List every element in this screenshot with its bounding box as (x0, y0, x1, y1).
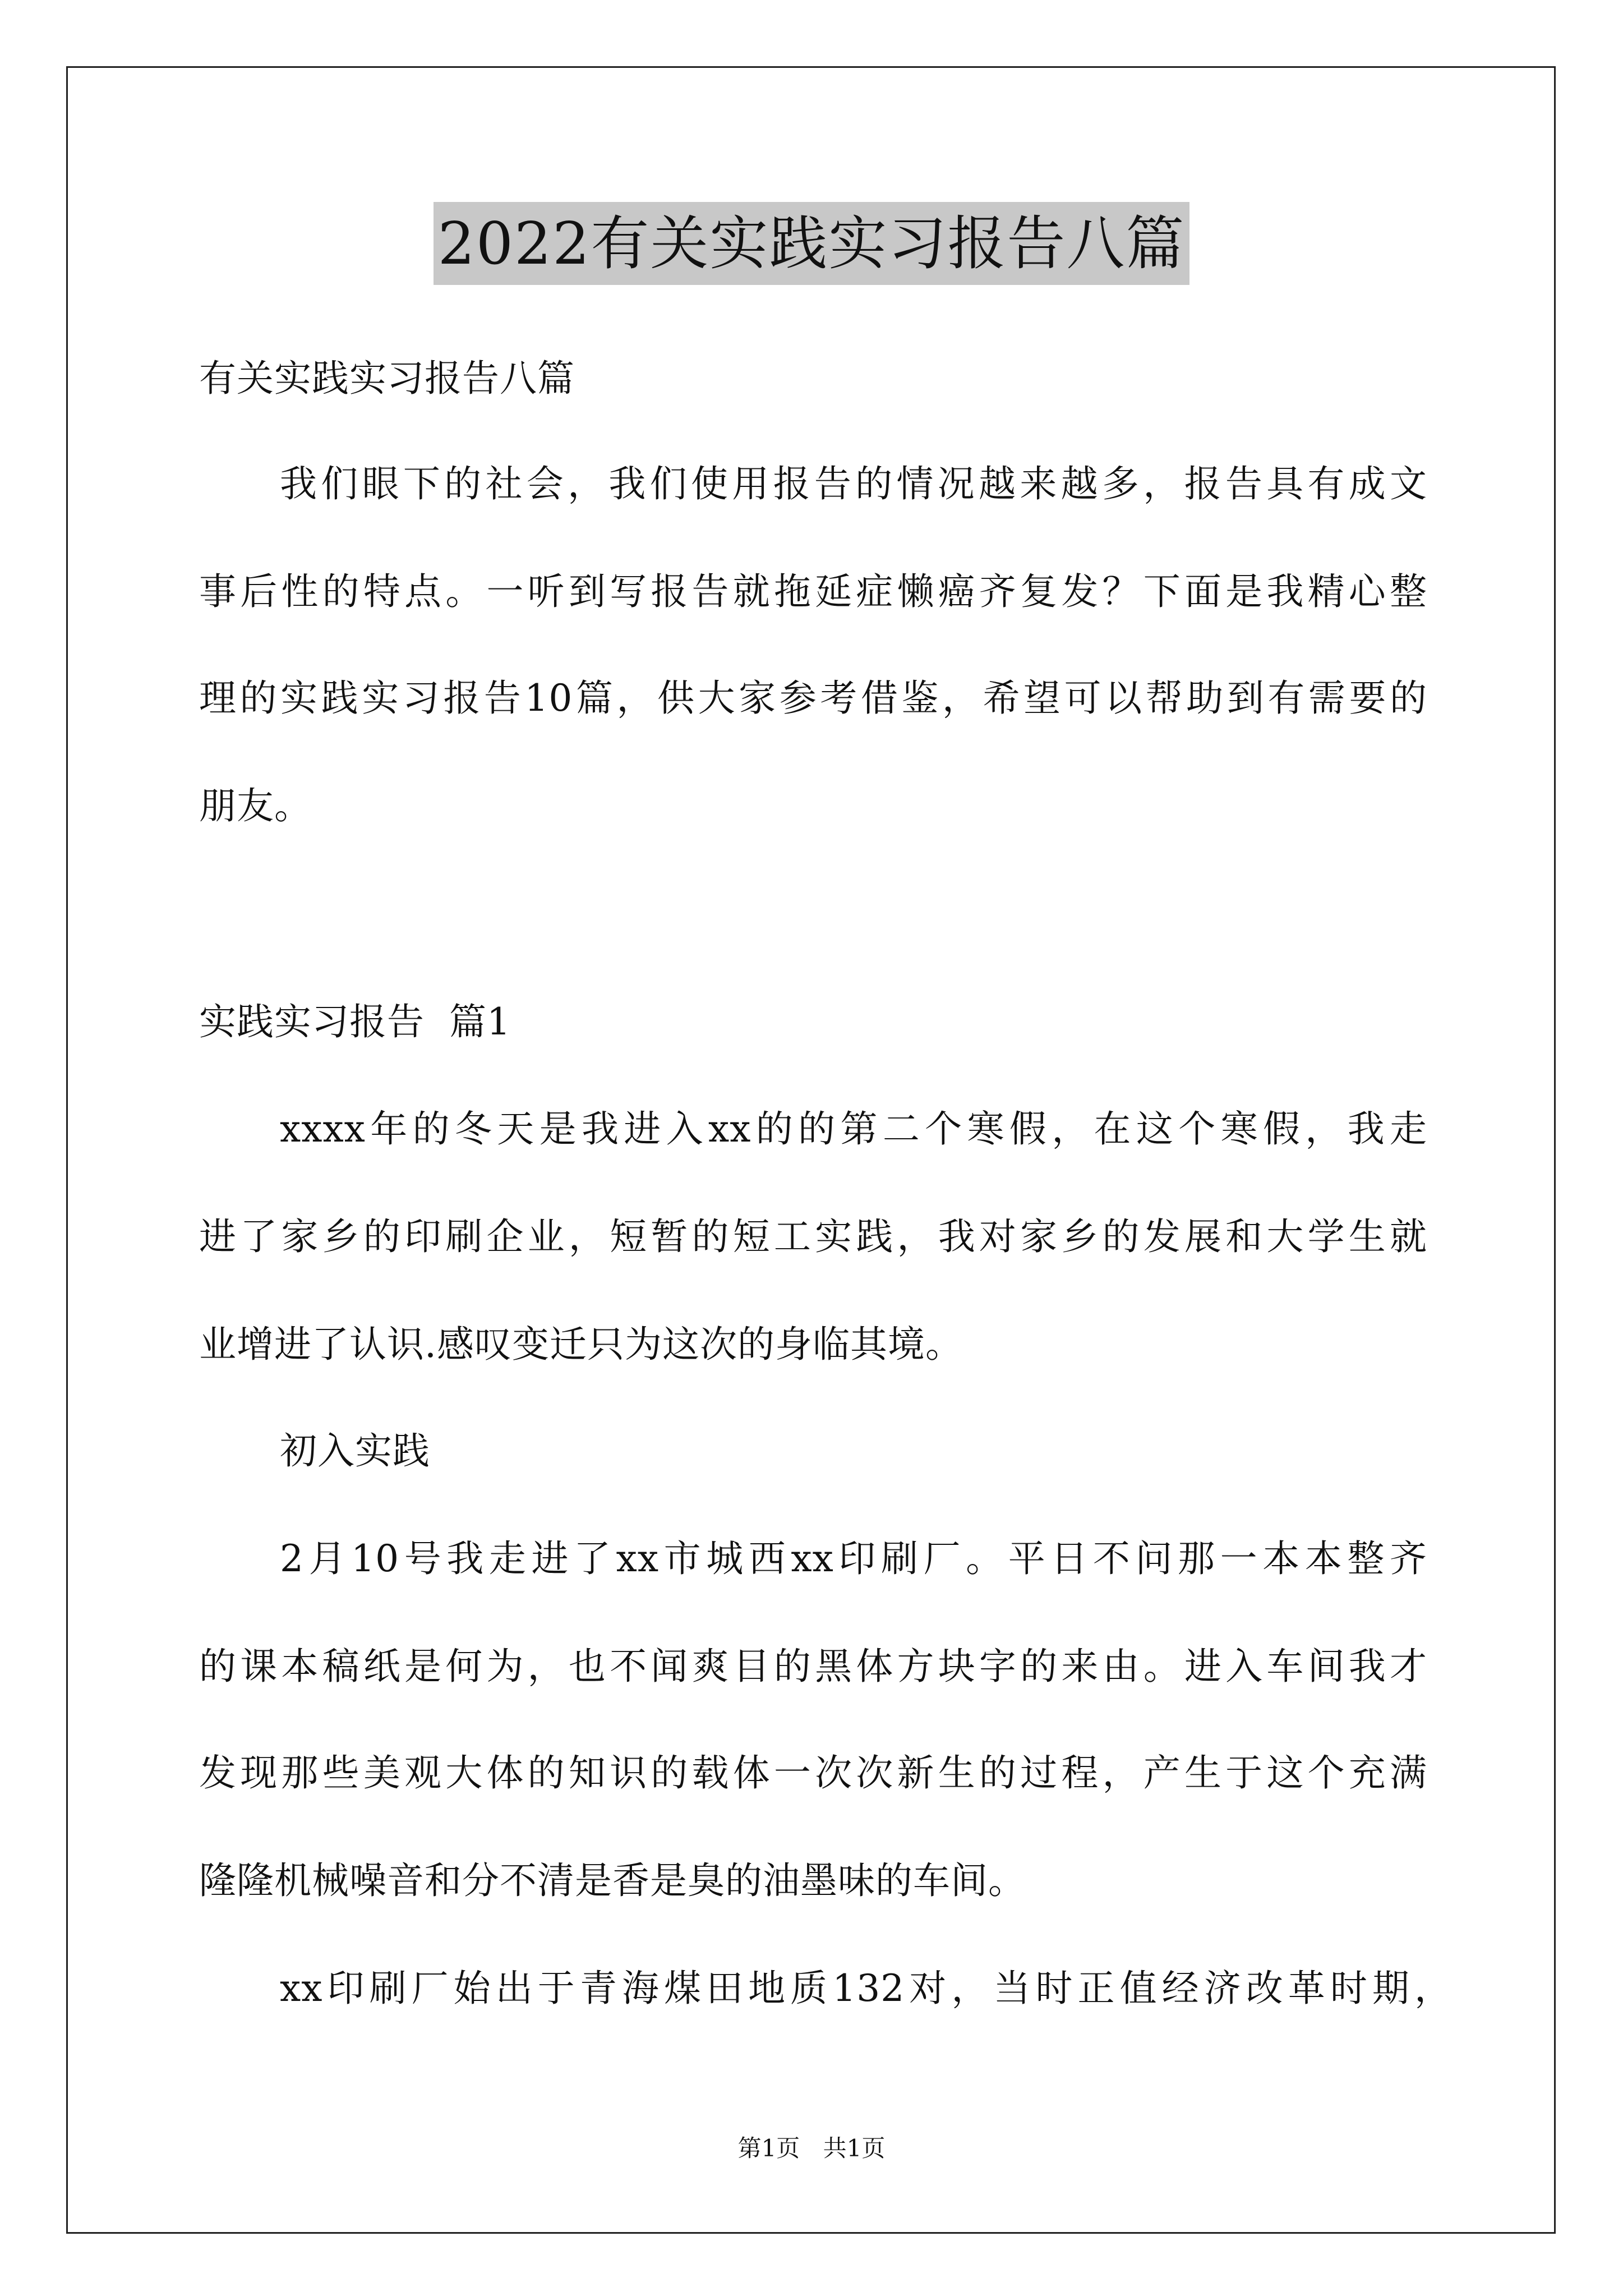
page-footer (0, 2132, 1623, 2165)
document-subtitle: 有关实践实习报告八篇 (199, 357, 575, 400)
intro-line-4: 朋友。 (199, 784, 312, 827)
section-p1-line-1: xxxx年的冬天是我进入xx的的第二个寒假，在这个寒假，我走 (280, 1107, 1427, 1151)
intro-line-2: 事后性的特点。一听到写报告就拖延症懒癌齐复发？下面是我精心整 (199, 570, 1427, 613)
section-p1-line-2: 进了家乡的印刷企业，短暂的短工实践，我对家乡的发展和大学生就 (199, 1215, 1427, 1258)
page-total: 共1页 (823, 2134, 886, 2162)
intro-line-1: 我们眼下的社会，我们使用报告的情况越来越多，报告具有成文 (280, 462, 1427, 505)
section-heading: 实践实习报告 篇1 (199, 1000, 511, 1043)
section-p2-line-3: 发现那些美观大体的知识的载体一次次新生的过程，产生于这个充满 (199, 1751, 1427, 1795)
section-p2-line-1: 2月10号我走进了xx市城西xx印刷厂。平日不问那一本本整齐 (280, 1537, 1427, 1580)
document-title: 2022有关实践实习报告八篇 (434, 202, 1190, 285)
section-p2-line-2: 的课本稿纸是何为，也不闻爽目的黑体方块字的来由。进入车间我才 (199, 1645, 1427, 1688)
section-p1-line-3: 业增进了认识.感叹变迁只为这次的身临其境。 (199, 1323, 963, 1366)
subheading: 初入实践 (280, 1429, 430, 1473)
section-p3-line-1: xx印刷厂始出于青海煤田地质132对，当时正值经济改革时期， (280, 1967, 1452, 2010)
intro-line-3: 理的实践实习报告10篇，供大家参考借鉴，希望可以帮助到有需要的 (199, 677, 1427, 720)
title-container (0, 202, 1623, 285)
section-p2-line-4: 隆隆机械噪音和分不清是香是臭的油墨味的车间。 (199, 1859, 1026, 1902)
page-number: 第1页 (737, 2134, 800, 2162)
